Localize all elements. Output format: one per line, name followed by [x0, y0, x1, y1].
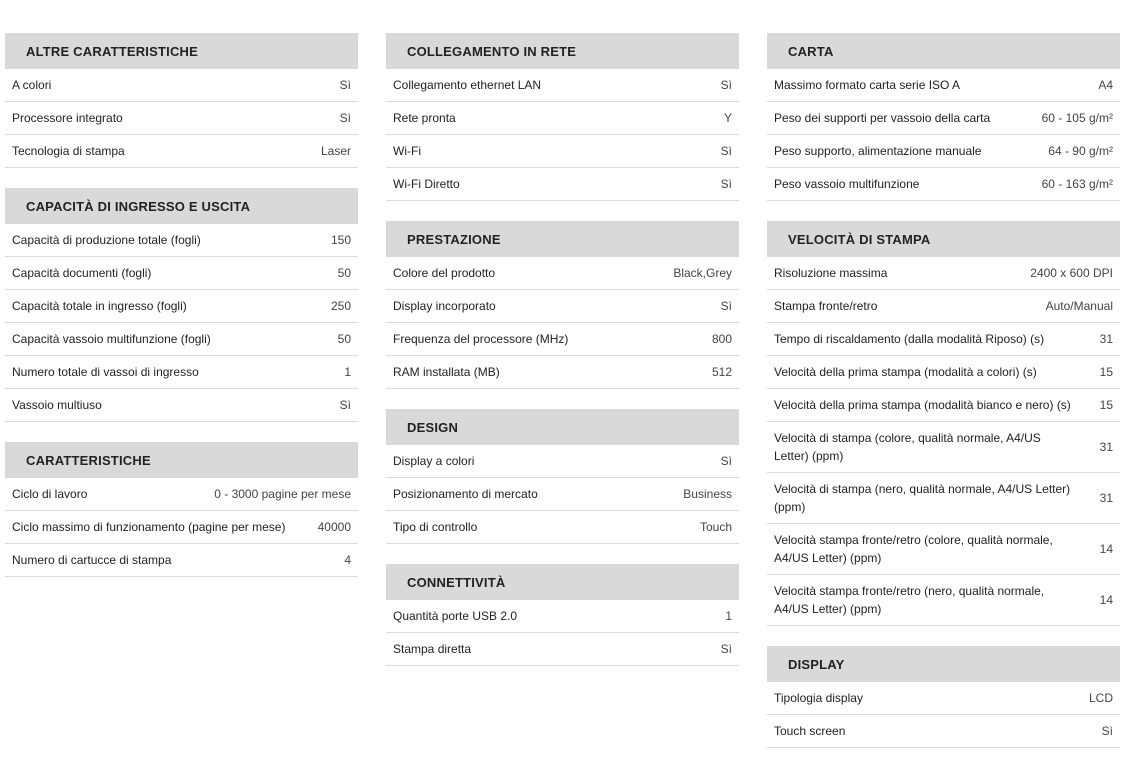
spec-value: 1: [725, 609, 732, 623]
spec-label: Collegamento ethernet LAN: [393, 78, 542, 92]
spec-section: [386, 221, 739, 389]
spec-value: Sì: [720, 454, 732, 468]
spec-value: 15: [1099, 398, 1113, 412]
spec-value: Y: [723, 111, 732, 125]
spec-section: [5, 188, 358, 422]
spec-row: [386, 257, 739, 290]
spec-value: A4: [1098, 78, 1113, 92]
spec-label: Wi-Fi: [393, 144, 421, 158]
spec-row: [5, 257, 358, 290]
spec-label: Numero totale di vassoi di ingresso: [12, 365, 199, 379]
spec-value: Black,Grey: [673, 266, 732, 280]
spec-label: Touch screen: [774, 724, 846, 738]
spec-label: A colori: [12, 78, 52, 92]
spec-label: Vassoio multiuso: [12, 398, 102, 412]
spec-row: [767, 102, 1120, 135]
spec-row: [767, 356, 1120, 389]
spec-value: 64 - 90 g/m²: [1048, 144, 1113, 158]
spec-row: [386, 478, 739, 511]
spec-label: Velocità di stampa (nero, qualità normale, A4/US Letter) (ppm): [774, 482, 1071, 514]
spec-label: Display incorporato: [393, 299, 496, 313]
spec-row: [767, 323, 1120, 356]
spec-row: [767, 682, 1120, 715]
spec-row: [5, 69, 358, 102]
spec-value: 60 - 163 g/m²: [1041, 177, 1113, 191]
spec-row: [5, 511, 358, 544]
spec-row: [386, 356, 739, 389]
spec-label: Risoluzione massima: [774, 266, 888, 280]
spec-label: Stampa diretta: [393, 642, 472, 656]
spec-label: Capacità documenti (fogli): [12, 266, 152, 280]
spec-value: 0 - 3000 pagine per mese: [214, 487, 351, 501]
spec-label: Velocità della prima stampa (modalità bianco e nero) (s): [774, 398, 1071, 412]
spec-row: [5, 102, 358, 135]
spec-label: RAM installata (MB): [393, 365, 500, 379]
spec-section: [386, 33, 739, 201]
spec-label: Colore del prodotto: [393, 266, 496, 280]
spec-row: [767, 422, 1120, 473]
spec-label: Tempo di riscaldamento (dalla modalità Riposo) (s): [774, 332, 1045, 346]
section-title: ALTRE CARATTERISTICHE: [5, 33, 358, 69]
spec-row: [767, 257, 1120, 290]
spec-row: [767, 389, 1120, 422]
spec-row: [386, 445, 739, 478]
section-title: CARATTERISTICHE: [5, 442, 358, 478]
spec-row: [386, 600, 739, 633]
spec-value: 40000: [317, 520, 351, 534]
spec-label: Velocità stampa fronte/retro (colore, qualità normale, A4/US Letter) (ppm): [774, 533, 1053, 565]
spec-label: Posizionamento di mercato: [393, 487, 538, 501]
spec-value: Sì: [720, 642, 732, 656]
section-title: DISPLAY: [767, 646, 1120, 682]
spec-value: Business: [683, 487, 732, 501]
spec-row: [5, 290, 358, 323]
spec-column: [767, 33, 1120, 768]
spec-value: 250: [330, 299, 351, 313]
spec-section: [767, 33, 1120, 201]
section-title: DESIGN: [386, 409, 739, 445]
spec-row: [5, 323, 358, 356]
spec-label: Stampa fronte/retro: [774, 299, 878, 313]
spec-label: Peso dei supporti per vassoio della carta: [774, 111, 991, 125]
spec-row: [386, 135, 739, 168]
spec-value: 14: [1099, 593, 1113, 607]
spec-value: Touch: [699, 520, 732, 534]
spec-row: [386, 323, 739, 356]
section-title: PRESTAZIONE: [386, 221, 739, 257]
spec-column: [5, 33, 358, 597]
spec-label: Peso vassoio multifunzione: [774, 177, 920, 191]
spec-section: [386, 564, 739, 666]
spec-label: Tecnologia di stampa: [12, 144, 125, 158]
spec-label: Velocità della prima stampa (modalità a colori) (s): [774, 365, 1037, 379]
spec-row: [767, 290, 1120, 323]
spec-row: [767, 168, 1120, 201]
spec-value: Auto/Manual: [1045, 299, 1113, 313]
spec-value: 2400 x 600 DPI: [1030, 266, 1113, 280]
spec-value: 15: [1099, 365, 1113, 379]
spec-value: 60 - 105 g/m²: [1041, 111, 1113, 125]
spec-label: Capacità vassoio multifunzione (fogli): [12, 332, 211, 346]
spec-label: Display a colori: [393, 454, 475, 468]
spec-row: [386, 168, 739, 201]
spec-label: Frequenza del processore (MHz): [393, 332, 569, 346]
spec-value: 31: [1099, 491, 1113, 505]
spec-label: Numero di cartucce di stampa: [12, 553, 172, 567]
spec-section: [767, 221, 1120, 626]
spec-section: [5, 33, 358, 168]
spec-value: 4: [344, 553, 351, 567]
section-title: COLLEGAMENTO IN RETE: [386, 33, 739, 69]
spec-row: [767, 69, 1120, 102]
spec-row: [5, 544, 358, 577]
spec-row: [767, 473, 1120, 524]
spec-value: Sì: [720, 299, 732, 313]
spec-row: [386, 633, 739, 666]
spec-value: Sì: [720, 144, 732, 158]
spec-value: 512: [711, 365, 732, 379]
section-title: CONNETTIVITÀ: [386, 564, 739, 600]
spec-value: 50: [337, 266, 351, 280]
spec-row: [386, 290, 739, 323]
spec-row: [767, 135, 1120, 168]
spec-label: Ciclo massimo di funzionamento (pagine per mese): [12, 520, 286, 534]
spec-label: Tipologia display: [774, 691, 863, 705]
spec-row: [5, 224, 358, 257]
spec-section: [767, 646, 1120, 748]
spec-row: [5, 356, 358, 389]
spec-value: Laser: [320, 144, 351, 158]
spec-row: [5, 389, 358, 422]
spec-value: 31: [1099, 440, 1113, 454]
spec-row: [767, 524, 1120, 575]
spec-row: [386, 511, 739, 544]
spec-value: Sì: [339, 398, 351, 412]
section-title: VELOCITÀ DI STAMPA: [767, 221, 1120, 257]
spec-value: Sì: [720, 78, 732, 92]
spec-row: [767, 575, 1120, 626]
spec-value: 31: [1099, 332, 1113, 346]
section-title: CAPACITÀ DI INGRESSO E USCITA: [5, 188, 358, 224]
spec-row: [5, 135, 358, 168]
spec-value: 50: [337, 332, 351, 346]
spec-row: [767, 715, 1120, 748]
spec-value: 150: [330, 233, 351, 247]
spec-value: Sì: [720, 177, 732, 191]
spec-value: LCD: [1088, 691, 1113, 705]
spec-value: 800: [711, 332, 732, 346]
spec-value: Sì: [1101, 724, 1113, 738]
spec-row: [386, 102, 739, 135]
spec-label: Quantità porte USB 2.0: [393, 609, 518, 623]
spec-label: Processore integrato: [12, 111, 123, 125]
spec-section: [5, 442, 358, 577]
spec-value: Sì: [339, 78, 351, 92]
spec-row: [5, 478, 358, 511]
spec-label: Rete pronta: [393, 111, 456, 125]
spec-label: Ciclo di lavoro: [12, 487, 88, 501]
spec-section: [386, 409, 739, 544]
spec-label: Velocità di stampa (colore, qualità normale, A4/US Letter) (ppm): [774, 431, 1041, 463]
spec-label: Peso supporto, alimentazione manuale: [774, 144, 982, 158]
spec-row: [386, 69, 739, 102]
section-title: CARTA: [767, 33, 1120, 69]
spec-label: Tipo di controllo: [393, 520, 478, 534]
spec-column: [386, 33, 739, 686]
spec-label: Capacità di produzione totale (fogli): [12, 233, 201, 247]
spec-label: Wi-Fi Diretto: [393, 177, 460, 191]
spec-value: Sì: [339, 111, 351, 125]
spec-value: 1: [344, 365, 351, 379]
spec-value: 14: [1099, 542, 1113, 556]
spec-label: Velocità stampa fronte/retro (nero, qualità normale, A4/US Letter) (ppm): [774, 584, 1045, 616]
spec-label: Massimo formato carta serie ISO A: [774, 78, 961, 92]
spec-label: Capacità totale in ingresso (fogli): [12, 299, 187, 313]
